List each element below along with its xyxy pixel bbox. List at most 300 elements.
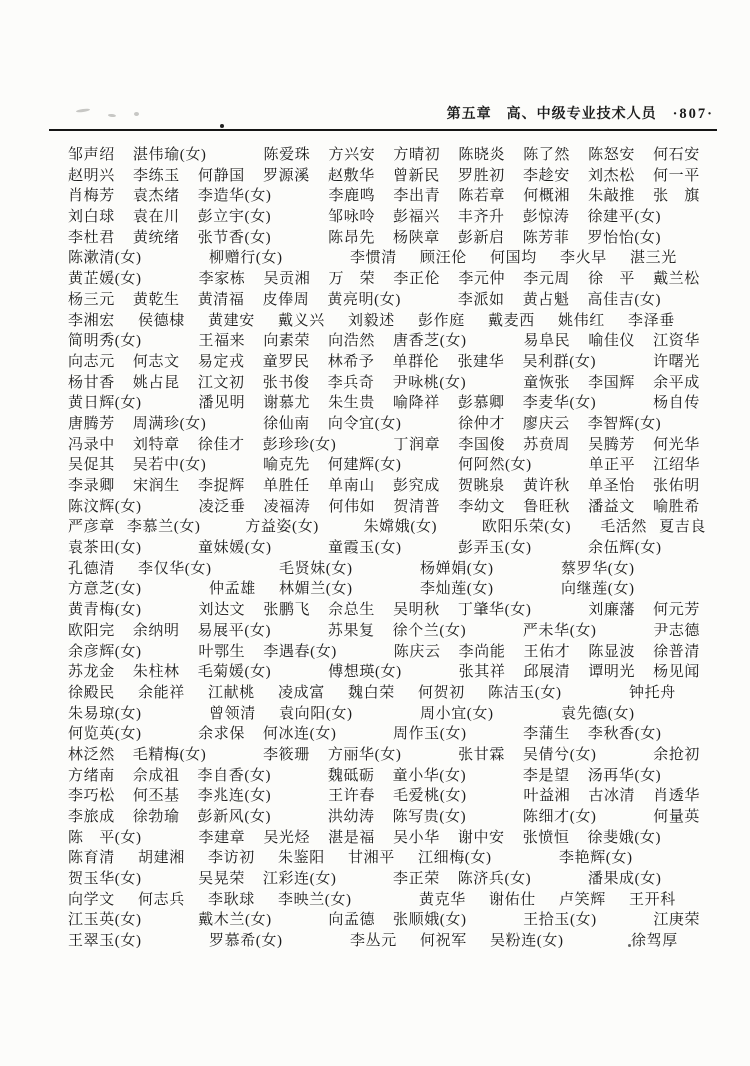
name-token: 陈昂先: [328, 229, 375, 246]
name-token: 方晴初: [393, 147, 441, 163]
name-token: 徐勃瑜: [132, 809, 180, 825]
name-row: [68, 640, 718, 661]
name-token: 吴明秋: [393, 602, 440, 619]
name-token: 徐 平: [588, 271, 635, 288]
name-token: 喻佳仪: [588, 333, 636, 350]
name-token: 易阜民: [523, 333, 571, 350]
name-token: 李耿球: [208, 891, 255, 908]
name-token: 卢笑辉: [559, 891, 606, 908]
name-token: 黄青梅(女): [68, 602, 142, 619]
name-token: 林媚兰(女): [279, 581, 353, 598]
name-token: 徐驾厚: [631, 933, 678, 950]
name-token: 吴粉连(女): [490, 933, 564, 950]
name-token: 江彩连(女): [262, 871, 337, 888]
name-token: 李正荣: [393, 871, 440, 888]
name-token: 余求保: [198, 726, 245, 743]
name-token: 陈晓炎: [458, 147, 506, 163]
name-token: 朱鉴阳: [278, 850, 325, 867]
name-token: 张佑明: [653, 478, 700, 494]
name-token: 尹志德: [653, 622, 701, 639]
name-token: 单正平: [588, 457, 636, 474]
name-token: 彭福兴: [393, 209, 440, 226]
name-token: 黄克华: [419, 891, 466, 908]
name-token: 张建华: [457, 353, 505, 370]
name-row: [68, 784, 718, 805]
name-token: 方益姿(女): [245, 519, 319, 536]
name-token: 张其祥: [458, 664, 506, 681]
name-token: 李丛元: [350, 933, 397, 950]
name-token: 欧阳完: [68, 622, 115, 639]
name-token: 徐斐娥(女): [587, 829, 662, 846]
name-token: 姚伟红: [558, 312, 605, 329]
scan-artifact: [76, 108, 90, 113]
name-token: 陈若章: [458, 188, 506, 205]
name-token: 陈写贵(女): [392, 809, 467, 825]
name-token: 李正伦: [393, 271, 441, 288]
name-row: [68, 267, 718, 288]
name-token: 李家栋: [198, 271, 246, 288]
name-token: 何览英(女): [68, 726, 142, 743]
name-token: 向学文: [68, 891, 115, 908]
name-token: 傅想瑛(女): [328, 664, 402, 681]
name-token: 洪幼涛: [327, 809, 375, 825]
name-token: 李遇春(女): [263, 643, 337, 660]
name-token: 朱易琼(女): [68, 705, 142, 722]
name-token: 潘益文: [588, 498, 635, 515]
name-token: 王福来: [198, 333, 246, 350]
name-token: 钟托舟: [629, 684, 676, 701]
name-row: [68, 371, 718, 392]
name-token: 凌福涛: [263, 498, 311, 515]
name-token: 李出青: [393, 188, 441, 205]
name-token: 严未华(女): [522, 622, 597, 639]
name-token: 向继莲(女): [561, 581, 635, 598]
name-token: 高佳吉(女): [587, 291, 662, 308]
name-token: 谢中安: [457, 829, 505, 846]
name-token: 易展平(女): [197, 622, 272, 639]
scan-artifact: [220, 124, 224, 128]
name-token: 许曙光: [653, 353, 700, 370]
name-token: 黄许秋: [523, 478, 570, 494]
name-row: [68, 329, 718, 350]
name-token: 单圣怡: [588, 478, 635, 494]
name-token: 杨甘香: [68, 374, 115, 391]
name-token: 何祝军: [420, 933, 467, 950]
name-token: 何贺初: [418, 684, 465, 701]
name-row: [68, 226, 718, 247]
name-token: 李旅成: [68, 809, 115, 825]
name-row: [68, 619, 718, 640]
name-token: 陈育清: [68, 850, 115, 867]
name-token: 李泽垂: [628, 312, 675, 329]
name-token: 江绍华: [653, 457, 701, 474]
name-token: 彭珍珍(女): [262, 436, 337, 453]
scan-artifact: [134, 112, 139, 116]
name-token: 方丽华(女): [327, 746, 402, 763]
name-token: 喻胜希: [653, 498, 700, 515]
name-token: 彭立宇(女): [197, 209, 272, 226]
name-token: 丁肇华(女): [457, 602, 532, 619]
name-token: 彭究成: [393, 478, 440, 494]
name-token: 童霞玉(女): [328, 540, 402, 557]
name-token: 向志元: [68, 353, 115, 370]
name-token: 何建辉(女): [327, 457, 402, 474]
name-token: 陈细才(女): [522, 809, 597, 825]
name-token: 江资华: [653, 333, 700, 350]
name-token: 余抢初: [653, 746, 701, 763]
name-token: 何阿然(女): [458, 457, 532, 474]
name-token: 毛活然: [600, 519, 648, 536]
name-token: 向浩然: [328, 333, 375, 350]
name-token: 简明秀(女): [68, 333, 142, 350]
name-token: 肖梅芳: [68, 188, 115, 205]
name-token: 单胜任: [263, 478, 310, 494]
name-token: 李访初: [208, 850, 255, 867]
name-token: 李湘宏: [68, 312, 115, 329]
name-token: 何静国: [198, 167, 245, 184]
name-token: 袁在川: [132, 209, 180, 226]
name-row: [68, 660, 718, 681]
name-token: 余纳明: [132, 622, 180, 639]
name-token: 江玉英(女): [68, 912, 142, 929]
name-token: 吴促其: [68, 457, 115, 474]
name-token: 陈汶辉(女): [68, 498, 142, 515]
name-token: 魏砥砺: [327, 767, 375, 784]
name-token: 侯德棣: [138, 312, 185, 329]
name-token: 李国俊: [458, 436, 506, 453]
name-row: [68, 557, 718, 578]
name-token: 周作玉(女): [393, 726, 467, 743]
name-token: 何国均: [490, 250, 537, 267]
name-token: 何石安: [653, 147, 700, 163]
name-token: 王拾玉(女): [523, 912, 597, 929]
name-token: 叶益湘: [523, 788, 571, 805]
name-token: 唐香芝(女): [393, 333, 467, 350]
name-token: 杨自传: [653, 395, 700, 412]
name-token: 胡建湘: [138, 850, 185, 867]
name-row: [68, 929, 718, 950]
name-token: 赵明兴: [68, 167, 115, 184]
name-row: [68, 722, 718, 743]
name-token: 吴若中(女): [132, 457, 207, 474]
name-token: 仲孟雄: [209, 581, 256, 598]
name-token: 李秋香(女): [587, 726, 662, 743]
name-token: 林泛然: [68, 746, 115, 763]
name-token: 童恢张: [523, 374, 571, 391]
name-token: 彭慕卿: [457, 395, 505, 412]
name-token: 柳赠行(女): [209, 250, 283, 267]
name-token: 陈洁玉(女): [488, 684, 562, 701]
name-token: 吴小华: [393, 829, 440, 846]
name-token: 方绪南: [68, 767, 115, 784]
name-token: 刘白球: [68, 209, 115, 226]
name-token: 谢佑仕: [489, 891, 536, 908]
name-token: 潘果成(女): [587, 871, 662, 888]
name-token: 李兵奇: [327, 374, 375, 391]
name-token: 向令宜(女): [327, 415, 402, 432]
name-row: [68, 743, 718, 764]
name-token: 吴贡湘: [263, 271, 311, 288]
name-token: 李火早: [560, 250, 607, 267]
name-token: 丰齐升: [457, 209, 505, 226]
name-row: [68, 350, 718, 371]
name-row: [68, 453, 718, 474]
name-token: 林希予: [327, 353, 375, 370]
name-token: 何伟如: [328, 498, 376, 515]
name-row: [68, 433, 718, 454]
name-token: 陈爱珠: [263, 147, 311, 163]
name-token: 叶鄂生: [198, 643, 246, 660]
name-row: [68, 888, 718, 909]
name-row: [68, 205, 718, 226]
name-token: 周满珍(女): [132, 415, 207, 432]
name-row: [68, 412, 718, 433]
name-token: 毛精梅(女): [132, 746, 207, 763]
name-token: 汤再华(女): [587, 767, 662, 784]
name-token: 蔡罗华(女): [561, 560, 635, 577]
name-token: 吴晃荣: [198, 871, 245, 888]
name-token: 湛三光: [630, 250, 677, 267]
name-token: 湛是福: [328, 829, 375, 846]
name-token: 李幼文: [458, 498, 506, 515]
name-token: 陈芳菲: [522, 229, 570, 246]
name-token: 古冰清: [588, 788, 636, 805]
name-token: 黄清福: [197, 291, 245, 308]
name-token: 李建章: [198, 829, 246, 846]
name-token: 李元周: [523, 271, 571, 288]
name-token: 向素荣: [263, 333, 311, 350]
name-token: 黄建安: [208, 312, 255, 329]
name-token: 李鹿鸣: [328, 188, 376, 205]
name-row: [68, 846, 718, 867]
name-row: [68, 309, 718, 330]
name-token: 吴利群(女): [522, 353, 597, 370]
name-token: 黄日辉(女): [68, 395, 142, 412]
name-token: 张甘霖: [458, 746, 505, 763]
name-token: 李映兰(女): [278, 891, 352, 908]
name-token: 夏吉良: [659, 519, 706, 536]
name-row: [68, 702, 718, 723]
name-token: 欧阳乐荣(女): [481, 519, 572, 536]
name-token: 毛菊媛(女): [197, 664, 272, 681]
name-token: 王开科: [629, 891, 676, 908]
name-token: 谢慕尤: [263, 395, 311, 412]
name-token: 苏龙金: [68, 664, 115, 681]
name-token: 何元芳: [653, 602, 700, 619]
name-token: 徐佳才: [197, 436, 245, 453]
name-token: 鲁旺秋: [523, 498, 571, 515]
name-token: 江文初: [197, 374, 245, 391]
name-row: [68, 391, 718, 412]
name-token: 刘毅述: [348, 312, 395, 329]
name-token: 罗胜初: [458, 167, 505, 184]
name-row: [68, 184, 718, 205]
name-token: 谭明光: [588, 664, 636, 681]
name-token: 朱嫦娥(女): [363, 519, 438, 536]
name-token: 单南山: [328, 478, 375, 494]
name-row: [68, 515, 718, 536]
name-token: 童小华(女): [392, 767, 467, 784]
name-token: 周小宜(女): [420, 705, 494, 722]
name-token: 顾汪伦: [420, 250, 467, 267]
name-token: 罗源溪: [263, 167, 310, 184]
name-token: 易定戎: [197, 353, 245, 370]
name-row: [68, 908, 718, 929]
name-token: 李自香(女): [197, 767, 272, 784]
page-number: ·807·: [672, 106, 714, 122]
name-token: 徐仲才: [458, 415, 505, 432]
name-token: 戴兰松: [653, 271, 700, 288]
name-token: 罗怡怡(女): [587, 229, 662, 246]
name-token: 张鹏飞: [263, 602, 311, 619]
name-token: 王许春: [328, 788, 375, 805]
name-token: 黄芷媛(女): [68, 271, 142, 288]
name-token: 何冰连(女): [262, 726, 337, 743]
name-token: 冯录中: [68, 436, 115, 453]
name-token: 江献桃: [208, 684, 255, 701]
name-token: 何量英: [653, 809, 701, 825]
name-token: 李练玉: [133, 167, 180, 184]
name-token: 姚占昆: [132, 374, 180, 391]
name-token: 陈济兵(女): [457, 871, 532, 888]
name-token: 黄统绪: [132, 229, 180, 246]
name-token: 张顺娥(女): [393, 912, 467, 929]
name-token: 余能祥: [138, 684, 185, 701]
name-token: 李派如: [457, 291, 505, 308]
name-row: [68, 536, 718, 557]
name-token: 童罗民: [262, 353, 310, 370]
name-token: 吴倩兮(女): [522, 746, 597, 763]
name-token: 贺玉华(女): [68, 871, 142, 888]
name-token: 李尚能: [458, 643, 506, 660]
name-token: 李智辉(女): [587, 415, 662, 432]
name-token: 喻克先: [263, 457, 310, 474]
name-token: 张节香(女): [197, 229, 272, 246]
name-token: 何志文: [132, 353, 180, 370]
name-token: 吴腾芳: [588, 436, 635, 453]
name-token: 邹声绍: [68, 147, 115, 163]
name-token: 何光华: [653, 436, 700, 453]
name-row: [68, 474, 718, 495]
scan-artifact: [108, 114, 116, 118]
name-row: [68, 681, 718, 702]
name-token: 何一平: [653, 167, 700, 184]
chapter-title: 第五章 高、中级专业技术人员: [446, 105, 657, 121]
name-token: 李捉辉: [198, 478, 245, 494]
name-token: 方意芝(女): [68, 581, 142, 598]
name-token: 邹咏呤: [328, 209, 375, 226]
name-token: 戴麦西: [488, 312, 535, 329]
name-token: 李麦华(女): [522, 395, 597, 412]
name-token: 唐腾芳: [68, 415, 115, 432]
name-token: 李仅华(女): [138, 560, 212, 577]
name-token: 毛爱桃(女): [393, 788, 467, 805]
page-header: [447, 103, 714, 123]
name-token: 苏贲周: [523, 436, 571, 453]
name-row: [68, 143, 718, 164]
name-token: 刘廉藩: [588, 602, 636, 619]
name-token: 罗慕希(女): [209, 933, 283, 950]
name-token: 李元仲: [458, 271, 506, 288]
name-row: [68, 577, 718, 598]
name-token: 袁茶田(女): [68, 540, 142, 557]
name-token: 单群伦: [392, 353, 440, 370]
name-row: [68, 164, 718, 185]
name-token: 徐建平(女): [587, 209, 662, 226]
name-token: 赵敷华: [328, 167, 375, 184]
name-token: 张愤恒: [522, 829, 570, 846]
name-token: 李国辉: [588, 374, 635, 391]
name-token: 王佑才: [523, 643, 571, 660]
name-row: [68, 288, 718, 309]
name-token: 彭新启: [457, 229, 505, 246]
name-token: 肖透华: [653, 788, 700, 805]
name-token: 朱敲推: [588, 188, 635, 205]
name-token: 袁杰绪: [132, 188, 180, 205]
name-token: 李筱珊: [263, 746, 310, 763]
name-token: 朱生贵: [328, 395, 375, 412]
name-row: [68, 805, 718, 826]
name-token: 彭新风(女): [197, 809, 272, 825]
name-token: 彭作庭: [418, 312, 465, 329]
name-token: 刘达文: [198, 602, 246, 619]
name-token: 曾新民: [393, 167, 440, 184]
name-token: 皮俸周: [262, 291, 310, 308]
name-token: 袁先德(女): [561, 705, 635, 722]
name-token: 李艳辉(女): [559, 850, 633, 867]
name-token: 李兆连(女): [197, 788, 272, 805]
name-token: 喻降祥: [393, 395, 440, 412]
name-row: [68, 495, 718, 516]
name-token: 徐普清: [653, 643, 700, 660]
name-token: 余彦辉(女): [68, 643, 142, 660]
name-token: 宋润生: [133, 478, 180, 494]
name-token: 贺眺泉: [458, 478, 505, 494]
name-token: 戴木兰(女): [198, 912, 272, 929]
name-token: 戴义兴: [278, 312, 325, 329]
name-token: 佘成祖: [132, 767, 180, 784]
name-token: 李是望: [522, 767, 570, 784]
name-token: 彭弄玉(女): [458, 540, 532, 557]
name-token: 黄乾生: [132, 291, 180, 308]
name-token: 李灿莲(女): [420, 581, 494, 598]
name-token: 杨婵娟(女): [420, 560, 494, 577]
name-token: 杨见闻: [653, 664, 700, 681]
name-token: 陈怒安: [588, 147, 635, 163]
name-token: 尹咏桃(女): [392, 374, 467, 391]
name-token: 苏果复: [327, 622, 375, 639]
name-token: 徐仙南: [263, 415, 310, 432]
name-token: 何志兵: [138, 891, 185, 908]
name-token: 杨陕章: [393, 229, 440, 246]
name-token: 余平成: [653, 374, 700, 391]
name-token: 黄亮明(女): [327, 291, 401, 308]
name-row: [68, 826, 718, 847]
name-token: 李巧松: [68, 788, 115, 805]
name-token: 陈庆云: [393, 643, 441, 660]
name-token: 何丕基: [132, 788, 180, 805]
name-token: 魏白荣: [348, 684, 395, 701]
name-token: 贺清普: [393, 498, 441, 515]
name-token: 童妹媛(女): [198, 540, 272, 557]
name-token: 张 旗: [653, 188, 700, 205]
name-token: 陈显波: [588, 643, 636, 660]
name-token: 毛贤妹(女): [279, 560, 353, 577]
name-token: 凌泛垂: [198, 498, 246, 515]
name-token: 李趁安: [523, 167, 570, 184]
name-token: 方兴安: [328, 147, 376, 163]
name-token: 潘见明: [198, 395, 246, 412]
